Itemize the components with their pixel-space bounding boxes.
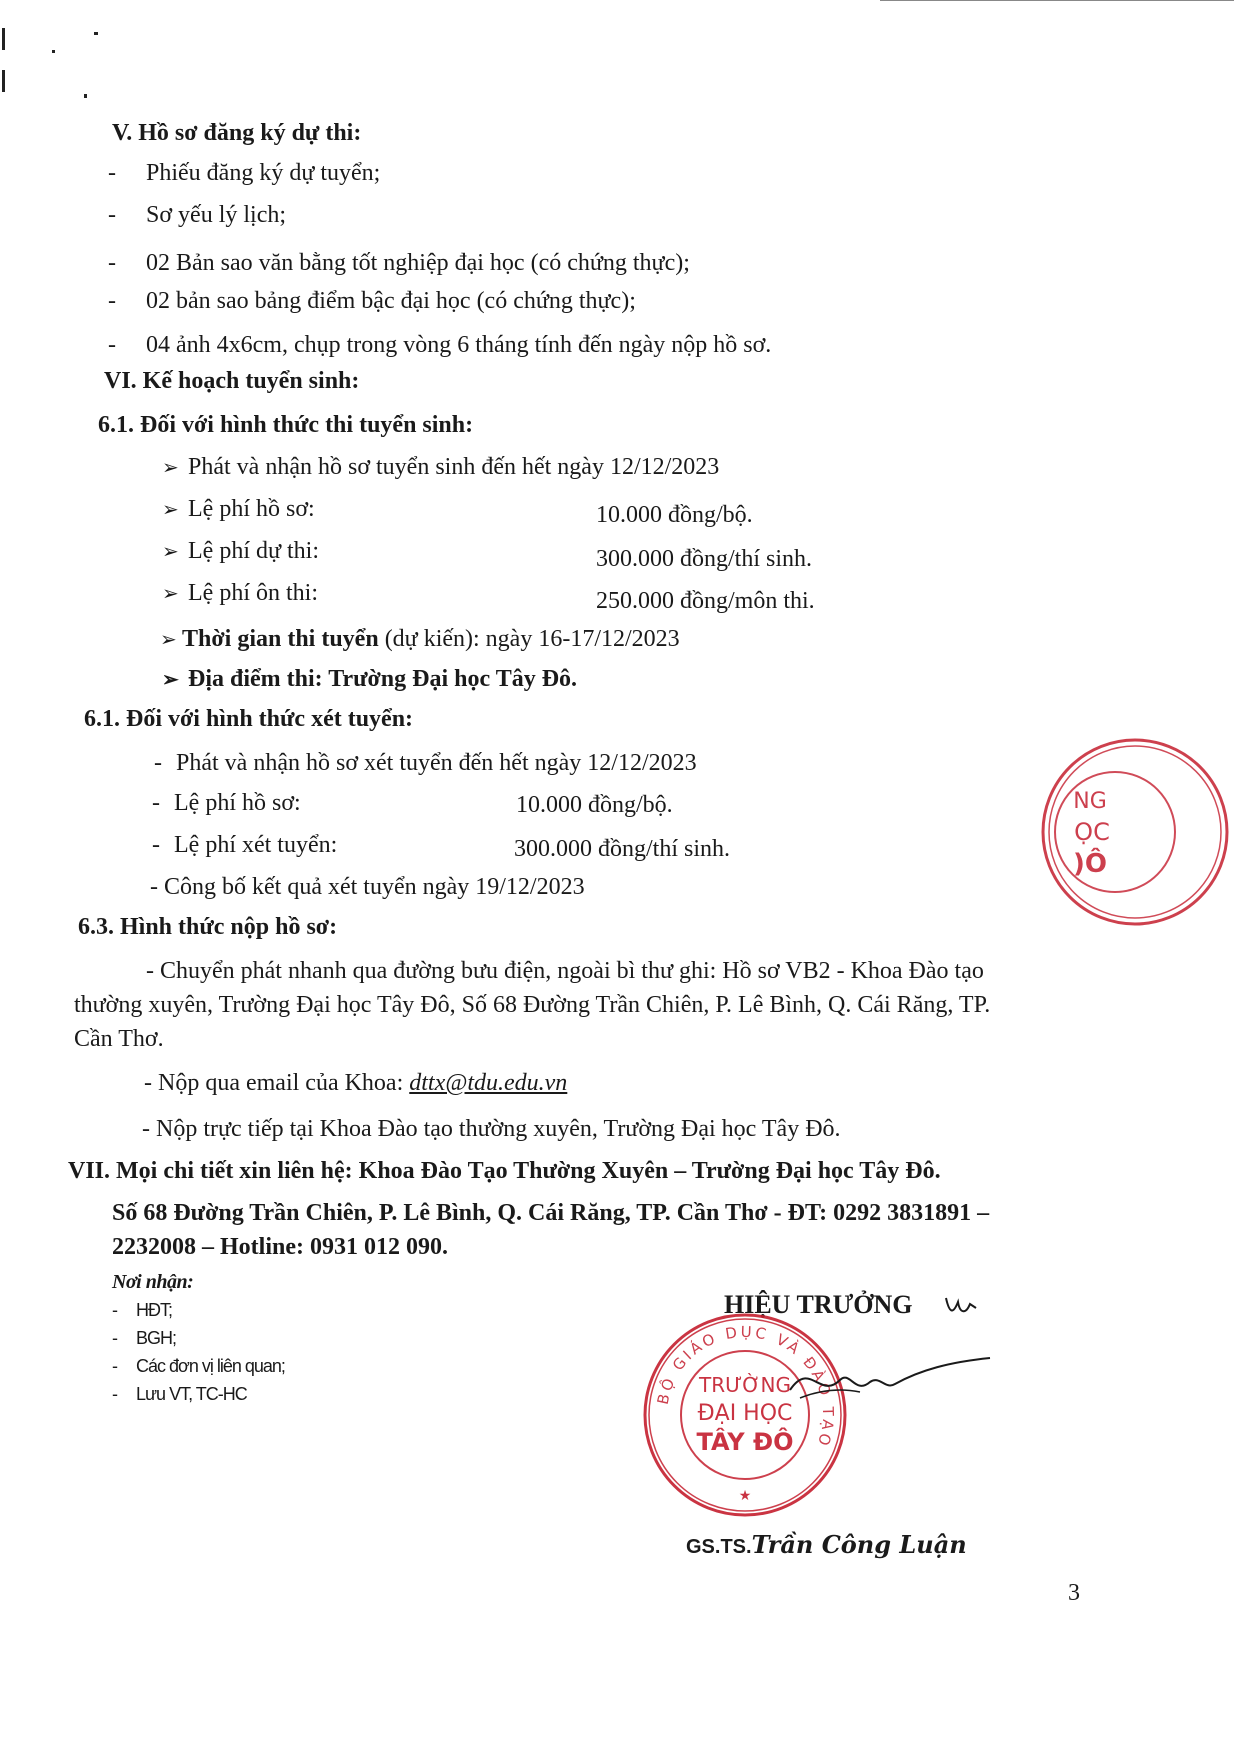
submit-direct: - Nộp trực tiếp tại Khoa Đào tạo thường xuyên, Trường Đại học Tây Đô. xyxy=(142,1116,841,1142)
submit-post-line: - Chuyển phát nhanh qua đường bưu điện, ngoài bì thư ghi: Hồ sơ VB2 - Khoa Đào tạo xyxy=(146,958,984,984)
fee-row: ➢ Lệ phí dự thi: 300.000 đồng/thí sinh. xyxy=(162,538,813,572)
exam-location: ➢ Địa điểm thi: Trường Đại học Tây Đô. xyxy=(162,664,577,695)
section-v-heading: V. Hồ sơ đăng ký dự thi: xyxy=(112,120,362,146)
handwritten-signature xyxy=(780,1340,1000,1420)
fee-row: - Lệ phí xét tuyển: 300.000 đồng/thí sinh. xyxy=(152,832,731,862)
list-item: - Phiếu đăng ký dự tuyển; xyxy=(108,160,381,186)
arrow-icon: ➢ xyxy=(162,583,179,605)
partial-seal-stamp xyxy=(1030,732,1234,932)
svg-text:)Ô: )Ô xyxy=(1073,849,1107,879)
scan-mark xyxy=(880,0,1234,1)
fee-row: ➢ Lệ phí ôn thi: 250.000 đồng/môn thi. xyxy=(162,580,815,614)
review-announce: - Công bố kết quả xét tuyển ngày 19/12/2023 xyxy=(150,874,585,900)
svg-text:★: ★ xyxy=(738,1488,752,1504)
svg-text:ĐẠI HỌC: ĐẠI HỌC xyxy=(697,1401,793,1426)
fee-value: 300.000 đồng/thí sinh. xyxy=(596,546,813,572)
arrow-icon: ➢ xyxy=(160,629,177,651)
page-number: 3 xyxy=(1068,1580,1080,1606)
scan-mark xyxy=(2,28,5,50)
email-link[interactable]: dttx@tdu.edu.vn xyxy=(409,1070,568,1096)
fee-value: 10.000 đồng/bộ. xyxy=(596,502,753,528)
svg-text:NG: NG xyxy=(1073,789,1107,814)
list-item: - 02 Bản sao văn bằng tốt nghiệp đại học (có chứng thực); xyxy=(108,250,690,276)
section-vii-line: 2232008 – Hotline: 0931 012 090. xyxy=(112,1234,448,1260)
arrow-icon: ➢ xyxy=(162,541,179,563)
fee-value: 250.000 đồng/môn thi. xyxy=(596,588,815,614)
review-heading: 6.1. Đối với hình thức xét tuyển: xyxy=(84,706,414,732)
submit-heading: 6.3. Hình thức nộp hồ sơ: xyxy=(78,914,338,940)
svg-text:TÂY ĐÔ: TÂY ĐÔ xyxy=(696,1428,794,1456)
list-item: - Sơ yếu lý lịch; xyxy=(108,202,287,228)
list-item: - 02 bản sao bảng điểm bậc đại học (có chứng thực); xyxy=(108,288,636,314)
fee-row: - Lệ phí hồ sơ: 10.000 đồng/bộ. xyxy=(152,790,673,818)
initial-mark xyxy=(944,1294,978,1318)
scan-mark xyxy=(2,70,5,92)
signer-name: GS.TS.Trần Công Luận xyxy=(686,1530,967,1559)
arrow-icon: ➢ xyxy=(162,457,179,479)
recipient-item: - Các đơn vị liên quan; xyxy=(112,1356,285,1376)
signature-title: HIỆU TRƯỞNG xyxy=(724,1290,913,1319)
arrow-icon: ➢ xyxy=(162,499,179,521)
recipient-item: - Lưu VT, TC-HC xyxy=(112,1384,247,1404)
list-item: - 04 ảnh 4x6cm, chụp trong vòng 6 tháng tính đến ngày nộp hồ sơ. xyxy=(108,332,772,358)
scan-mark xyxy=(52,50,55,53)
scan-mark xyxy=(84,94,87,98)
exam-heading: 6.1. Đối với hình thức thi tuyển sinh: xyxy=(98,412,474,438)
svg-text:TRƯỜNG: TRƯỜNG xyxy=(699,1373,791,1397)
recipient-item: - HĐT; xyxy=(112,1300,172,1320)
recipients-block xyxy=(112,1268,285,1408)
scan-mark xyxy=(94,32,98,35)
submit-email-line: - Nộp qua email của Khoa: dttx@tdu.edu.vn xyxy=(144,1070,568,1096)
svg-text:ỌC: ỌC xyxy=(1074,818,1110,846)
fee-value: 10.000 đồng/bộ. xyxy=(516,792,673,818)
section-vii-line: Số 68 Đường Trần Chiên, P. Lê Bình, Q. Cái Răng, TP. Cần Thơ - ĐT: 0292 3831891 – xyxy=(112,1200,990,1226)
submit-post-line: Cần Thơ. xyxy=(74,1026,164,1052)
recipient-item: - BGH; xyxy=(112,1328,177,1348)
arrow-icon: ➢ xyxy=(162,669,179,691)
section-vii-line: VII. Mọi chi tiết xin liên hệ: Khoa Đào Tạo Thường Xuyên – Trường Đại học Tây Đô. xyxy=(68,1158,941,1184)
submit-post-line: thường xuyên, Trường Đại học Tây Đô, Số 68 Đường Trần Chiên, P. Lê Bình, Q. Cái Răng, TP. xyxy=(74,992,991,1018)
review-deadline: - Phát và nhận hồ sơ xét tuyển đến hết ngày 12/12/2023 xyxy=(154,750,697,776)
fee-value: 300.000 đồng/thí sinh. xyxy=(514,836,731,862)
exam-time: ➢ Thời gian thi tuyển (dự kiến): ngày 16-17/12/2023 xyxy=(160,624,680,655)
svg-text:BỘ GIÁO DỤC VÀ ĐÀO TẠO: BỘ GIÁO DỤC VÀ ĐÀO TẠO xyxy=(653,1322,838,1451)
fee-row: ➢ Lệ phí hồ sơ: 10.000 đồng/bộ. xyxy=(162,496,753,528)
recipients-title: Nơi nhận: xyxy=(112,1271,194,1293)
section-vi-heading: VI. Kế hoạch tuyển sinh: xyxy=(104,368,360,394)
exam-deadline: ➢ Phát và nhận hồ sơ tuyển sinh đến hết ngày 12/12/2023 xyxy=(162,452,719,483)
